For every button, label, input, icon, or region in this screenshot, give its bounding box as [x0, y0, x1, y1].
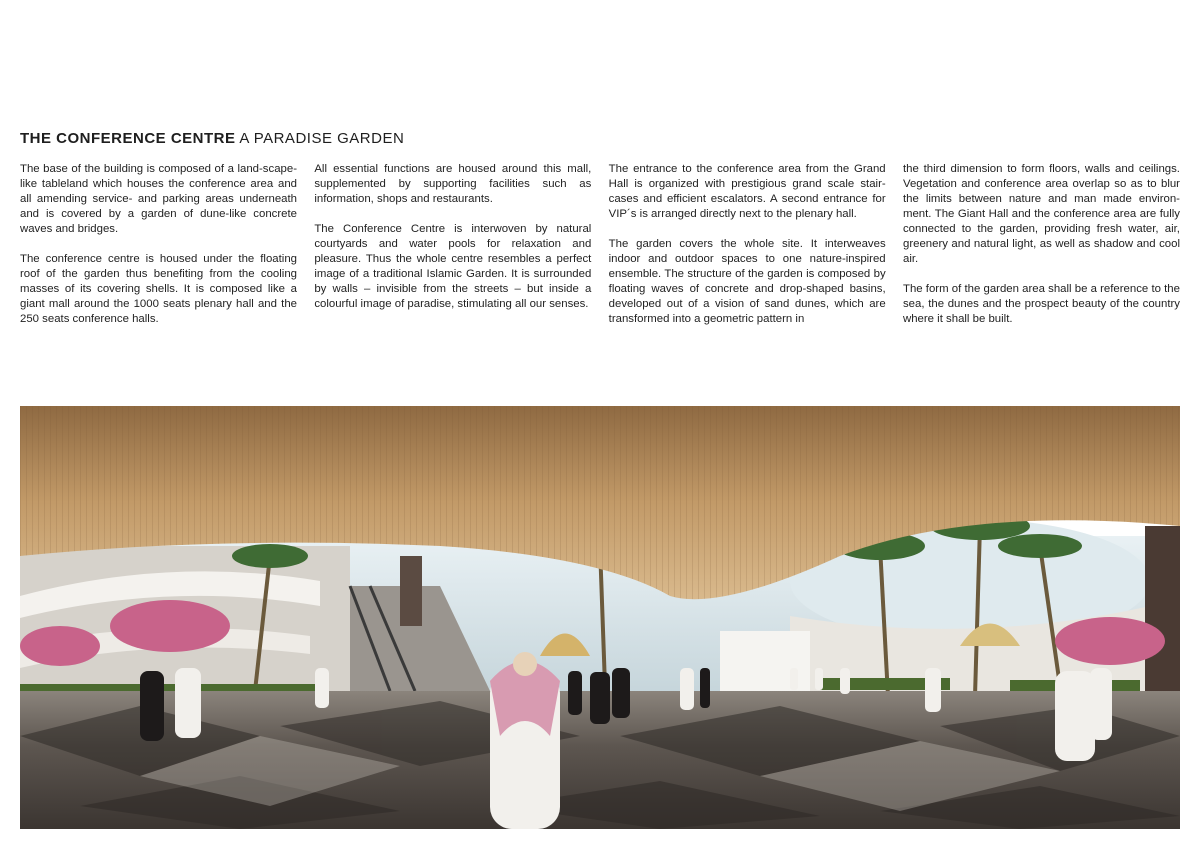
paragraph: The entrance to the conference area from the Grand Hall is organized with prestigious grand scale stair-cases and efficient escalators. A second entrance for VIP´s is arranged directly next to the plenary hall. [608, 163, 886, 220]
text-column-4 [903, 162, 1180, 337]
text-column-2 [314, 162, 591, 337]
paragraph: The conference centre is housed under the floating roof of the garden thus benefiting from the cooling masses of its covering shells. It is composed like a giant mall around the 1000 seats plenary hall and the 250 seats conference halls. [20, 253, 297, 325]
paragraph: All essential functions are housed around this mall, supplemented by supporting facilities such as information, shops and restaurants. [314, 163, 592, 205]
structural-column [1145, 526, 1180, 701]
paragraph: the third dimension to form floors, walls and ceilings. Vegetation and conference area overlap so as to blur the limits between nature and man made environ-ment. The Giant Hall and the conference area are fully connected to the garden, providing fresh water, air, greenery and natural light, as well as shadow and cool air. [902, 163, 1180, 265]
head [513, 652, 537, 676]
text-column-1 [20, 162, 297, 337]
paragraph: The base of the building is composed of a land-scape-like tableland which houses the conference area and all amending service- and parking areas underneath and is covered by a garden of dune-like concrete waves and bridges. [20, 163, 297, 235]
architectural-render [20, 406, 1180, 829]
paragraph: The form of the garden area shall be a reference to the sea, the dunes and the prospect beauty of the country where it shall be built. [902, 283, 1180, 325]
text-columns [20, 162, 1180, 337]
text-column-3 [609, 162, 886, 337]
structural-column [400, 556, 422, 626]
title-subtitle: A PARADISE GARDEN [239, 130, 405, 147]
paragraph: The garden covers the whole site. It interweaves indoor and outdoor spaces to one nature-inspired ensemble. The structure of the garden is composed by floating waves of concrete and drop-shaped basins, developed out of a vision of sand dunes, which are transformed into a geometric pattern in [608, 238, 886, 325]
title-bold: THE CONFERENCE CENTRE [20, 130, 236, 147]
page-title [20, 130, 404, 147]
paragraph: The Conference Centre is interwoven by natural courtyards and water pools for relaxation and pleasure. Thus the whole centre resembles a perfect image of a traditional Islamic Garden. It is surrounded by walls – invisible from the streets – but inside a colourful image of paradise, stimulating all our senses. [314, 223, 592, 310]
